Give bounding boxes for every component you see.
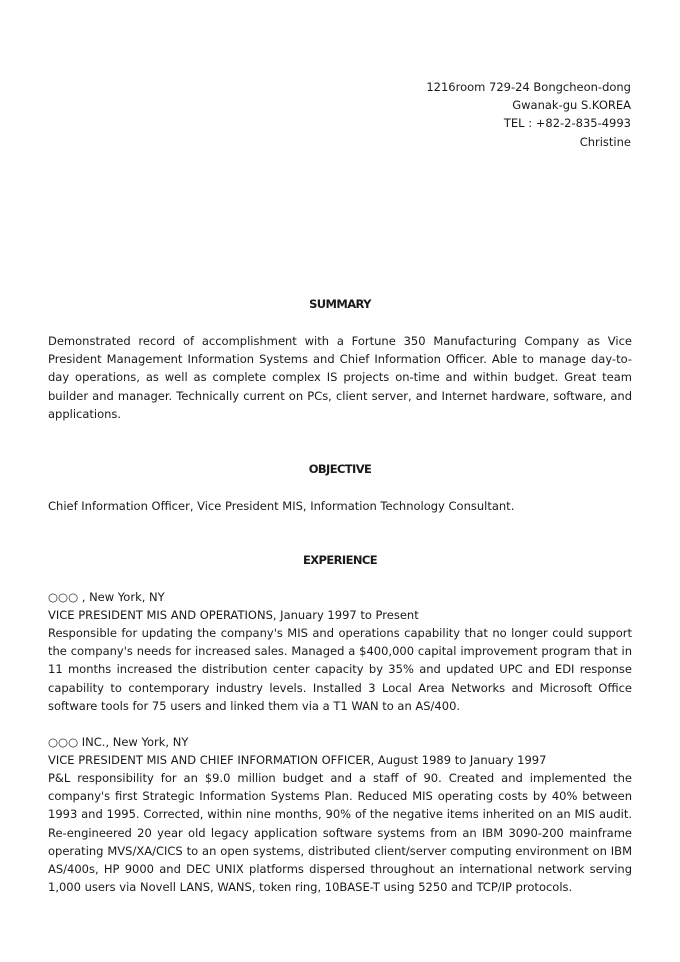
objective-text: Chief Information Officer, Vice President MIS, Information Technology Consultant. [48,499,515,513]
summary-text: Demonstrated record of accomplishment with a Fortune 350 Manufacturing Company as Vice President Management Information Systems and Chief Information Officer. Able to manage day-to-day operations, as well as complete complex IS projects on-time and within budget. Great team builder and manager. Technically current on PCs, client server, and Internet hardware, software, and applications. [48,334,632,421]
job-1-company: ○○○ , New York, NY [48,590,165,604]
contact-address-block [426,78,631,151]
address-city-country: Gwanak-gu S.KOREA [512,98,631,113]
experience-heading: EXPERIENCE [303,553,377,567]
job-1-title: VICE PRESIDENT MIS AND OPERATIONS, January 1997 to Present [48,608,419,622]
job-2-description: P&L responsibility for an $9.0 million budget and a staff of 90. Created and implemented the company's first Strategic Information Systems Plan. Reduced MIS operating costs by 40% between 1993 and 1995. Corrected, within nine months, 90% of the negative items inherited on an MIS audit. Re-engineered 20 year old legacy application software systems from an IBM 3090-200 mainframe operating MVS/XA/CICS to an open systems, distributed client/server computing environment on IBM AS/400s, HP 9000 and DEC UNIX platforms dispersed throughout an international network serving 1,000 users via Novell LANS, WANS, token ring, 10BASE-T using 5250 and TCP/IP protocols. [48,771,632,895]
objective-heading: OBJECTIVE [308,462,372,476]
address-street: 1216room 729-24 Bongcheon-dong [426,80,631,94]
job-2-title: VICE PRESIDENT MIS AND CHIEF INFORMATION OFFICER, August 1989 to January 1997 [48,753,547,767]
address-name: Christine [579,134,631,149]
job-2-company: ○○○ INC., New York, NY [48,735,189,749]
job-1-description: Responsible for updating the company's MIS and operations capability that no longer could support the company's needs for increased sales. Managed a $400,000 capital improvement program that in 11 months increased the distribution center capacity by 35% and updated UPC and EDI response capability to contemporary industry levels. Installed 3 Local Area Networks and Microsoft Office software tools for 75 users and linked them via a T1 WAN to an AS/400. [48,626,632,713]
summary-heading: SUMMARY [309,297,371,311]
address-phone: TEL : +82-2-835-4993 [503,116,631,131]
